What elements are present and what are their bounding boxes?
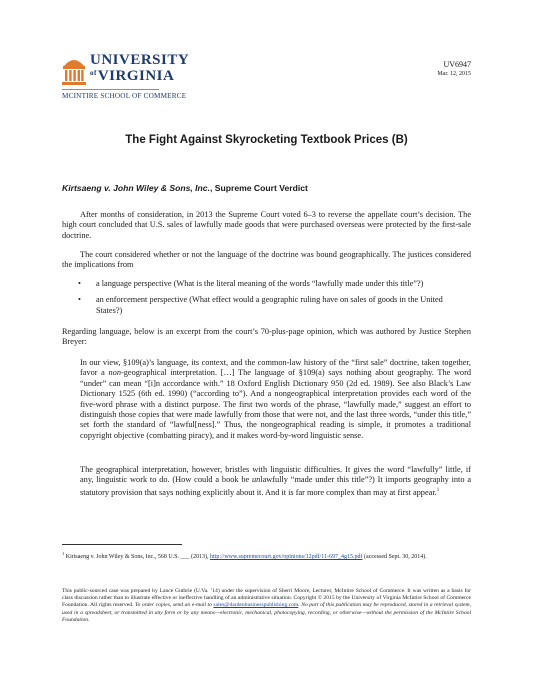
block-quote-1: In our view, §109(a)’s language, its context, and the common-law history of the “first sale” doctrine, taken together, favor a non-geographical interpretation. […] The language of §109(a) says nothing about geography. The word “under” can mean “[i]n accordance with.” 18 Oxford English Dictionary 950 (2d ed. 1989). See also Black’s Law Dictionary 1525 (6th ed. 1990) (“according to”). And a nongeographical interpretation provides each word of the five-word phrase with a distinct purpose. The first two words of the phrase, “lawfully made,” suggest an effort to distinguish those copies that were made lawfully from those that were not, and the last three words, “under this title,” set forth the standard of “lawful[ness].” Thus, the nongeographical reading is simple, it promotes a traditional copyright objective (combatting piracy), and it makes word-by-word linguistic sense.: [80, 358, 471, 440]
paragraph-verdict: After months of consideration, in 2013 the Supreme Court voted 6–3 to reverse the appellate court’s decision. The high court concluded that U.S. sales of lawfully made goods that were purchased overseas were protected by the first-sale doctrine.: [62, 210, 471, 240]
section-heading: [62, 183, 308, 193]
footnote-divider: [62, 544, 182, 545]
perspectives-list: [78, 279, 471, 322]
logo-text-of: of: [90, 69, 97, 77]
footnote-link[interactable]: http://www.supremecourt.gov/opinions/12pdf/11-697_4g15.pdf: [210, 554, 363, 560]
document-title: The Fight Against Skyrocketing Textbook Prices (B): [125, 134, 408, 146]
bullet-marker: •: [78, 295, 81, 305]
list-item: • an enforcement perspective (What effect would a geographic ruling have on sales of goods in the United States?): [78, 295, 443, 315]
case-number: UV6947: [443, 60, 471, 69]
paragraph-excerpt-intro: Regarding language, below is an excerpt from the court’s 70-plus-page opinion, which was authored by Justice Stephen Breyer:: [62, 327, 471, 347]
case-name: Kirtsaeng v. John Wiley & Sons, Inc.: [62, 183, 210, 193]
paragraph-geography: The court considered whether or not the language of the doctrine was bound geographically. The justices considered the implications from: [62, 250, 471, 270]
copyright-disclaimer: This public-sourced case was prepared by Lance Guthrie (U.Va. ’14) under the supervision of Sherri Moore, Lecturer, McIntire School of Commerce. It was written as a basis for class discussion rather than to illustrate effective or ineffective handling of an administrative situation. Copyright © 2015 by the University of Virginia McIntire School of Commerce Foundation. All rights reserved. To order copies, send an e-mail to sales@dardenbusinesspublishing.com. No part of this publication may be reproduced, stored in a retrieval system, used in a spreadsheet, or transmitted in any form or by any means—electronic, mechanical, photocopying, recording, or otherwise—without the permission of the McIntire School Foundation.: [62, 588, 471, 623]
list-item: • a language perspective (What is the literal meaning of the words “lawfully made under this title”?): [78, 279, 424, 288]
section-heading-rest: , Supreme Court Verdict: [209, 183, 308, 193]
university-logo: [62, 50, 212, 102]
rotunda-icon: [62, 54, 86, 86]
logo-school-name: MCINTIRE SCHOOL OF COMMERCE: [62, 92, 187, 100]
case-date: Mar. 12, 2015: [437, 71, 471, 77]
block-quote-2: The geographical interpretation, however, bristles with linguistic difficulties. It gives the word “lawfully” little, if any, linguistic work to do. (How could a book be unlawfully “made under this title”?) It imports geography into a statutory provision that says nothing explicitly about it. And it is far more complex than may at first appear.$^1$: [80, 465, 471, 497]
footnote-reference[interactable]: 1: [436, 487, 440, 493]
logo-divider: [62, 89, 159, 90]
bullet-marker: •: [78, 279, 81, 288]
sales-email-link[interactable]: sales@dardenbusinesspublishing.com: [213, 602, 299, 609]
logo-text-university: UNIVERSITY: [90, 52, 190, 68]
logo-text-virginia: $^{of}$VIRGINIA: [90, 68, 175, 84]
footnote: $^1$ Kirtsaeng v. John Wiley & Sons, Inc., 568 U.S. ___ (2013), http://www.supremecourt.gov/opinions/12pdf/11-697_4g15.pdf (accessed Sept. 30, 2014).: [62, 551, 427, 560]
